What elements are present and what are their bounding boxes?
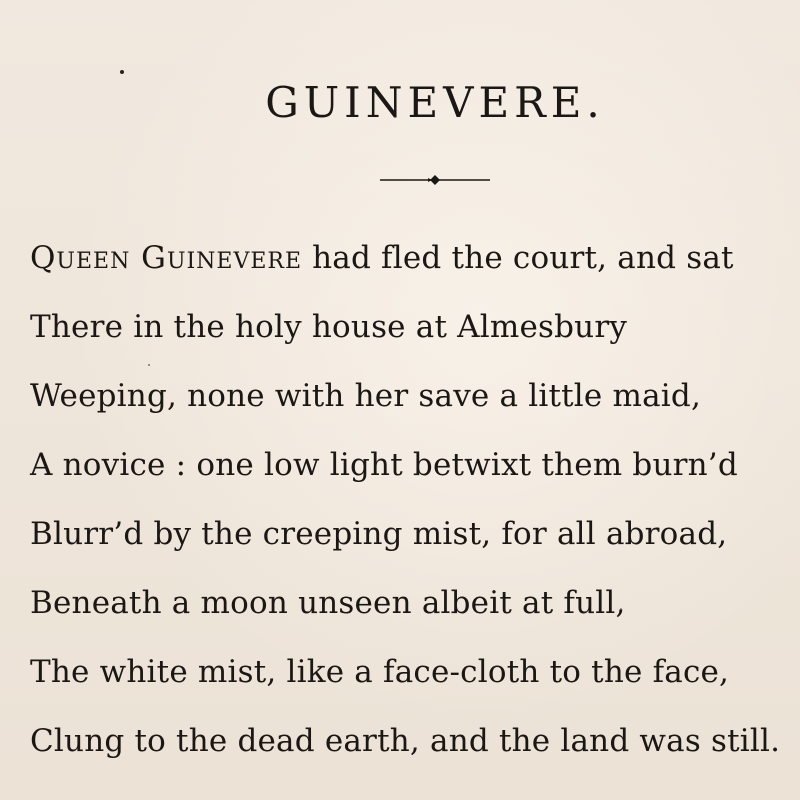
poem-line: A novice : one low light betwixt them burn’d — [30, 447, 738, 483]
poem-line: The white mist, like a face-cloth to the face, — [30, 654, 730, 690]
poem-line: Weeping, none with her save a little maid, — [30, 378, 701, 414]
poem-line: Beneath a moon unseen albeit at full, — [30, 585, 626, 621]
poem-line: Clung to the dead earth, and the land was still. — [30, 723, 781, 759]
poem-line — [30, 232, 790, 301]
poem-first-line-rest: had fled the court, and sat — [302, 240, 734, 276]
ink-speck — [120, 70, 124, 74]
poem-first-words: Queen Guinevere — [30, 240, 303, 276]
poem-line: Blurr’d by the creeping mist, for all abroad, — [30, 516, 728, 552]
title-ornament-divider — [380, 170, 490, 190]
poem-line: There in the holy house at Almesbury — [30, 309, 628, 345]
poem-title: GUINEVERE. — [265, 78, 605, 127]
poem-stanza — [30, 232, 790, 784]
